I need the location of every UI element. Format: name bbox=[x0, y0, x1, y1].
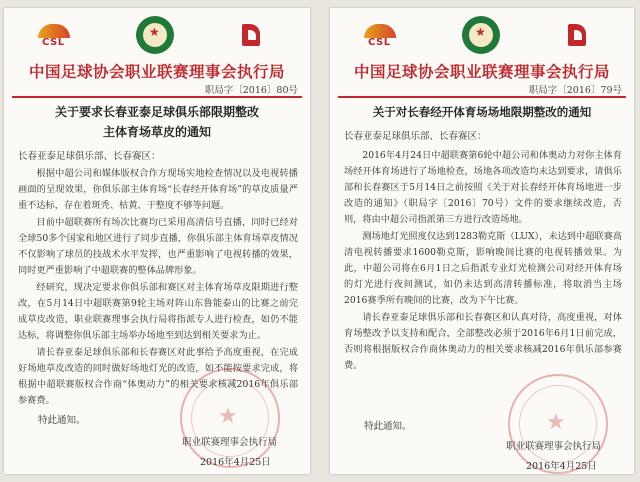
header-logos bbox=[4, 14, 310, 56]
csl-logo bbox=[360, 24, 402, 52]
notice-document-79 bbox=[330, 8, 634, 474]
notice-document-80 bbox=[4, 8, 310, 474]
body-paragraph: 根据中超公司和媒体版权合作方现场实地检查情况以及电视转播画面的呈现效果，你俱乐部主体育场“长春经开体育场”的草皮质量严重不达标，存在着斑秃、枯黄、干整度不够等问题。 bbox=[18, 168, 298, 211]
notice-body bbox=[344, 148, 622, 375]
csl-logo-text: CSL bbox=[42, 37, 65, 48]
body-paragraph: 测场地灯光照度仅达到1283勒克斯（LUX），未达到中超联赛高清电视转播要求1600勒克斯，影响晚间比赛的电视转播效果。为此，中超公司将在6月1日之后指派专业灯光检测公司对经开体育场的灯光进行夜间测试，如仍未达到高清转播标准，将取消当主场2016赛季所有晚间的比赛，改为下午比赛。 bbox=[344, 231, 622, 306]
csl-flame-icon bbox=[38, 24, 70, 38]
org-title: 中国足球协会职业联赛理事会执行局 bbox=[28, 62, 285, 81]
cfa-emblem-icon: ★ bbox=[136, 16, 174, 54]
body-paragraph: 请长春亚泰足球俱乐部和长春赛区对此事给予高度重视，在完成好场地草皮改造的同时做好场地灯光的改造，如不能按要求完成，将根据中超联赛版权合作商“体奥动力”的相关要求核减2016年俱乐部参赛费。 bbox=[18, 347, 298, 406]
header-divider bbox=[12, 96, 302, 98]
body-paragraph: 目前中超联赛所有场次比赛均已采用高清信号直播，同时已经对全球50多个国家和地区进行了同步直播，你俱乐部主体育场草皮情况不仅影响了球员的技战术水平发挥，也严重影响了电视转播的效果，同时更严重影响了中超联赛的整体品牌形象。 bbox=[18, 217, 298, 276]
csl-logo-text: CSL bbox=[368, 37, 391, 48]
body-paragraph: 请长春亚泰足球俱乐部和长春赛区和认真对待，高度重视，对体育场整改予以支持和配合，全部整改必须于2016年6月1日前完成，否则将根据版权合作商体奥动力的相关要求核减2016年俱乐部参赛费。 bbox=[344, 312, 622, 371]
issue-date: 2016年4月25日 bbox=[526, 461, 597, 472]
csl-flame-icon bbox=[364, 24, 396, 38]
official-seal-icon: ★ bbox=[180, 368, 280, 468]
body-paragraph: 经研究，现决定要求你俱乐部和赛区对主体育场草皮限期进行整改，在5月14日中超联赛第9轮主场对阵山东鲁能泰山的比赛之前完成草皮改造，职业联赛理事会执行局将指派专人进行检查，如仍不能达标，将调整你俱乐部主场举办场地至到达到相关要求为止。 bbox=[18, 282, 298, 341]
notice-title-line1: 关于要求长春亚泰足球俱乐部限期整改 bbox=[54, 105, 259, 119]
closing-line: 特此通知。 bbox=[38, 415, 86, 426]
issuer-name: 职业联赛理事会执行局 bbox=[182, 437, 278, 448]
body-paragraph: 2016年4月24日中超联赛第6轮中超公司和体奥动力对你主体育场经开体育场进行了场地检查，场地各项改造均未达到要求，请俱乐部和长春赛区于5月14日之前按照《关于对长春经开体育场地进一步改造的通知》（职局字〔2016〕70号）文件的要求继续改造，否则，将由中超公司指派第三方进行改造场地。 bbox=[344, 150, 622, 225]
notice-title-line1: 关于对长春经开体育场场地限期整改的通知 bbox=[372, 105, 592, 119]
league-emblem-icon bbox=[242, 24, 268, 50]
notice-title-line2: 主体育场草皮的通知 bbox=[102, 125, 211, 139]
issue-date: 2016年4月25日 bbox=[200, 457, 271, 468]
header-logos bbox=[330, 14, 634, 56]
league-emblem-icon bbox=[568, 24, 594, 50]
document-number: 职局字〔2016〕80号 bbox=[204, 85, 298, 96]
notice-body bbox=[18, 166, 298, 410]
addressee: 长春亚泰足球俱乐部、长春赛区： bbox=[344, 131, 487, 142]
issuer-name: 职业联赛理事会执行局 bbox=[506, 441, 602, 452]
addressee: 长春亚泰足球俱乐部、长春赛区： bbox=[18, 151, 161, 162]
header-divider bbox=[338, 96, 626, 98]
document-number: 职局字〔2016〕79号 bbox=[528, 85, 622, 96]
official-seal-icon: ★ bbox=[508, 374, 608, 474]
csl-logo bbox=[34, 24, 76, 52]
closing-line: 特此通知。 bbox=[364, 421, 412, 432]
cfa-emblem-icon: ★ bbox=[462, 16, 500, 54]
org-title: 中国足球协会职业联赛理事会执行局 bbox=[353, 62, 610, 81]
